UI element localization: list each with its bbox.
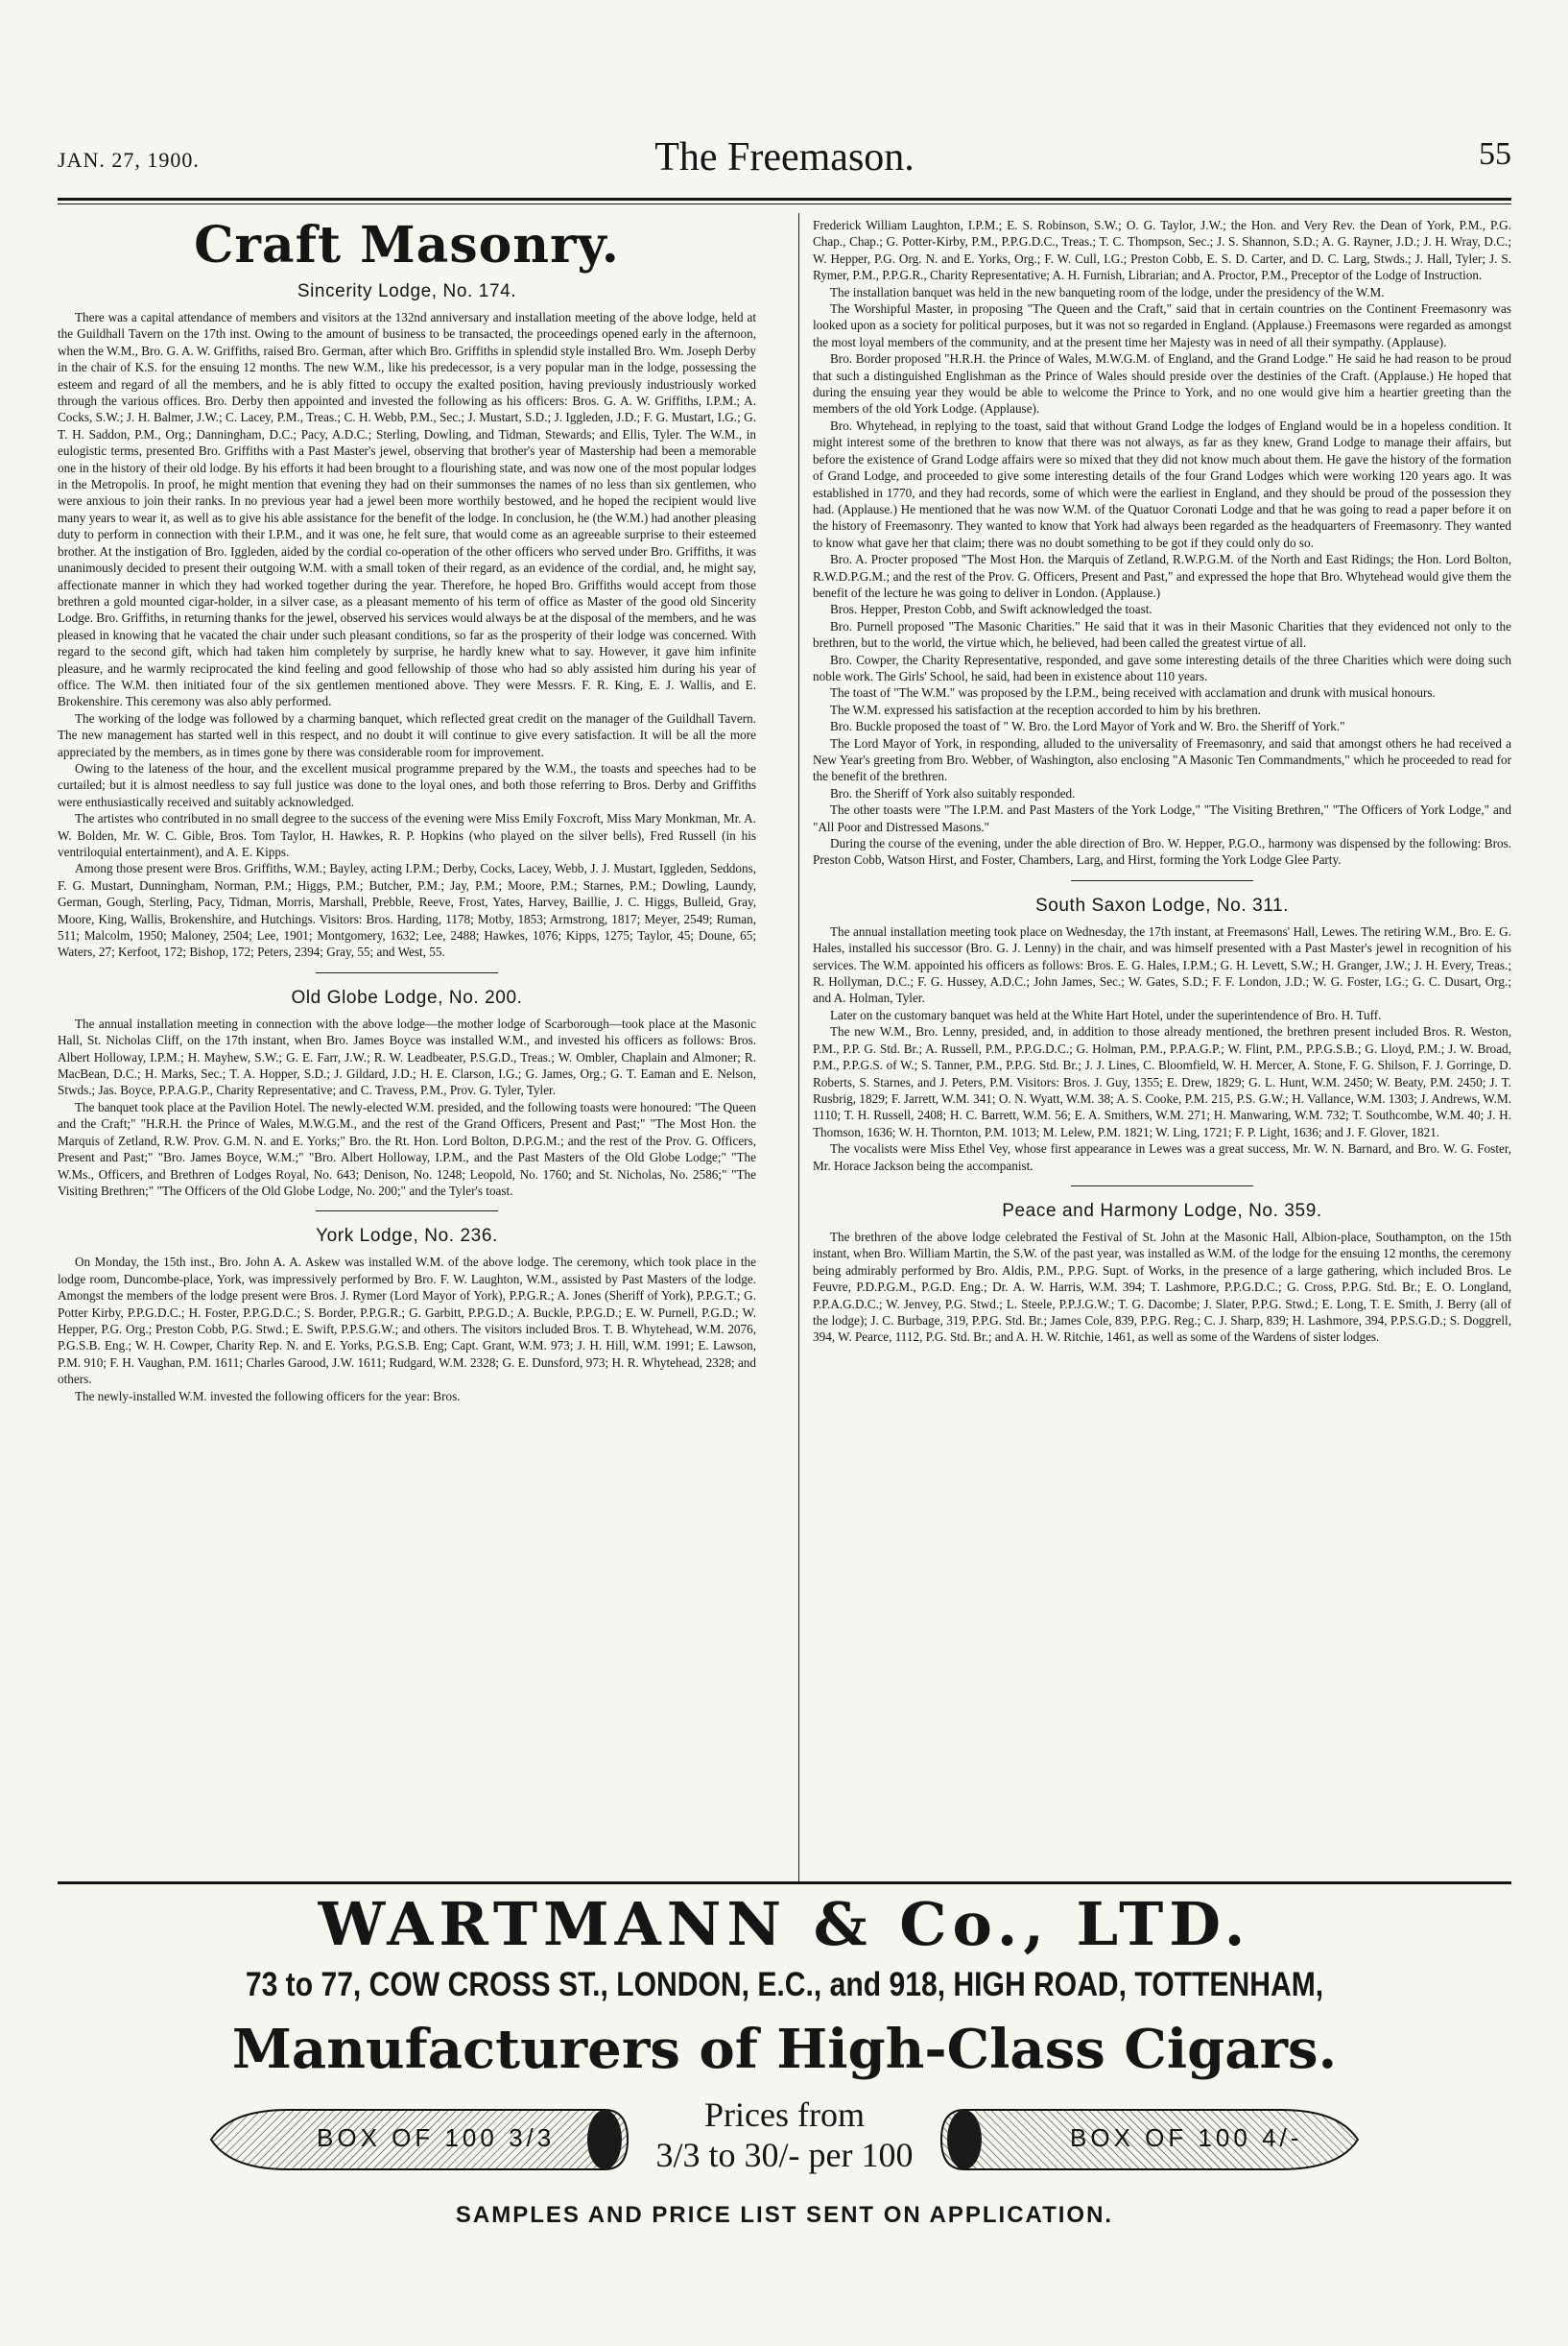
- article-paragraph: Bro. Border proposed "H.R.H. the Prince of Wales, M.W.G.M. of England, and the Grand Lodge." He said he had reason to be proud that such a distinguished Englishman as the Prince of Wales should preside over the destinies of the Craft. (Applause.) He hoped that during the ensuing year they would be able to welcome the Prince to York, and no one would give him a heartier greeting than the members of the old York Lodge. (Applause).: [813, 351, 1511, 417]
- article-paragraph: The Lord Mayor of York, in responding, alluded to the universality of Freemasonry, and said that amongst others he had received a New Year's greeting from Bro. Webber, of Washington, also enclosing "A Masonic Ten Commandments," which he proceeded to read for the benefit of the brethren.: [813, 735, 1511, 784]
- article-paragraph: Frederick William Laughton, I.P.M.; E. S. Robinson, S.W.; O. G. Taylor, J.W.; the Hon. and Very Rev. the Dean of York, P.M., P.G. Chap., Chap.; G. Potter-Kirby, P.M., P.P.G.D.C., Treas.; T. C. Thompson, Sec.; J. S. Shannon, S.D.; A. G. Rayner, J.D.; J. H. Wray, D.C.; W. Hepper, P.G. Org. N. and E. Yorks, Org.; F. W. Cull, I.G.; Preston Cobb, E. S. D. Carter, and D. C. Larg, Stwds.; J. Hall, Tyler; J. S. Rymer, P.M., P.P.G.R., Charity Representative; A. H. Furnish, Librarian; and A. Proctor, P.M., Preceptor of the Lodge of Instruction.: [813, 218, 1511, 283]
- advert-prices-row: [58, 2095, 1511, 2200]
- article-paragraph: The new W.M., Bro. Lenny, presided, and, in addition to those already mentioned, the brethren present included Bros. R. Weston, P.M., P.P. G. Std. Br.; A. Russell, P.M., P.P.G.D.C.; G. Holman, P.M., P.P.A.G.P.; W. Flint, P.M., P.P.G.S.B.; G. Lloyd, P.M.; J. W. Broad, P.M., P.P.G.S. of W.; S. Tanner, P.M., P.P.G. Std. Br.; J. J. Lines, C. Bloomfield, W. H. Mercer, A. Stone, F. G. Shilson, F. J. Gorringe, D. Roberts, S. Starnes, and J. Peters, P.M. Visitors: Bros. J. Guy, 1355; E. Drew, 1829; G. L. Hunt, W.M. 2450; W. Beaty, P.M. 2450; J. T. Rusbrig, 1829; F. Jarrett, W.M. 341; O. N. Wyatt, W.M. 38; A. S. Cooke, P.M. 215, P.S. G.W.; H. Vallance, W.M. 1303; J. Andrews, W.M. 1110; T. H. Russell, 2408; H. C. Barrett, W.M. 56; E. A. Smithers, W.M. 271; H. Manwaring, W.M. 732; T. Southcombe, W.M. 40; J. H. Thomson, 1636; W. H. Thornton, P.M. 1013; M. Lelew, P.M. 1821; W. Ling, 1721; F. P. Light, 1636; and J. F. Glover, 1821.: [813, 1024, 1511, 1139]
- article-paragraph: The other toasts were "The I.P.M. and Past Masters of the York Lodge," "The Visiting Brethren," "The Officers of York Lodge," and "All Poor and Distressed Masons.": [813, 802, 1511, 834]
- issue-date: JAN. 27, 1900.: [58, 148, 200, 172]
- right-column: [813, 217, 1511, 1879]
- section-title: Craft Masonry.: [194, 217, 620, 275]
- article-paragraph: Bro. Cowper, the Charity Representative, responded, and gave some interesting details of the three Charities which were doing such noble work. The Girls' School, he said, had been in existence about 110 years.: [813, 652, 1511, 683]
- page-number: 55: [1479, 136, 1511, 172]
- section-divider: [316, 1210, 498, 1211]
- lodge-heading-sincerity: Sincerity Lodge, No. 174.: [297, 281, 517, 301]
- masthead-rule-thin: [58, 203, 1511, 204]
- column-divider: [798, 213, 799, 1883]
- advert-company-name: WARTMANN & Co., LTD.: [318, 1889, 1251, 1959]
- cigar-band-left-text: BOX OF 100 3/3: [317, 2123, 556, 2152]
- article-paragraph: Bro. the Sheriff of York also suitably responded.: [830, 785, 1076, 801]
- section-divider: [1071, 880, 1253, 881]
- prices-line-1: Prices from: [704, 2095, 865, 2134]
- lodge-heading-peace-harmony: Peace and Harmony Lodge, No. 359.: [1002, 1200, 1322, 1221]
- masthead: [58, 134, 1511, 192]
- article-paragraph: The vocalists were Miss Ethel Vey, whose first appearance in Lewes was a great success, Mr. W. N. Barnard, and Bro. W. G. Foster, Mr. Horace Jackson being the accompanist.: [813, 1141, 1511, 1173]
- advert-tagline: Manufacturers of High-Class Cigars.: [231, 2018, 1338, 2081]
- article-paragraph: The installation banquet was held in the new banqueting room of the lodge, under the presidency of the W.M.: [830, 284, 1385, 299]
- article-paragraph: On Monday, the 15th inst., Bro. John A. A. Askew was installed W.M. of the above lodge. The ceremony, which took place in the lodge room, Duncombe-place, York, was impressively performed by Bro. F. W. Laughton, W.M., assisted by Past Masters of the lodge. Amongst the members of the lodge present were Bros. J. Rymer (Lord Mayor of York), P.P.G.R.; A. Jones (Sheriff of York), P.P.G.T.; G. Potter Kirby, P.P.G.D.C.; H. Foster, P.P.G.D.C.; S. Border, P.P.G.R.; G. Garbitt, P.P.G.D.; A. Buckle, P.P.G.D.; E. W. Purnell, P.G.D.; W. Hepper, P.G. Org.; Preston Cobb, P.G. Stwd.; E. Swift, P.P.S.G.W.; and others. The visitors included Bros. T. B. Whytehead, W.M. 2076, P.G.S.B. Eng.; W. H. Cowper, Charity Rep. N. and E. Yorks, P.G.S.B. Eng; Capt. Grant, W.M. 973; J. H. Hill, W.M. 1991; E. Lawson, P.M. 910; F. H. Vaughan, P.M. 1611; Charles Garood, J.W. 1611; Rudgard, W.M. 2328; G. E. Dunsford, 973; H. R. Whytehead, 2328; and others.: [58, 1255, 756, 1387]
- cigar-band-right-text: BOX OF 100 4/-: [1070, 2123, 1303, 2152]
- cigar-advertisement: [58, 1883, 1511, 2306]
- article-paragraph: The newly-installed W.M. invested the following officers for the year: Bros.: [75, 1388, 461, 1403]
- lodge-heading-south-saxon: South Saxon Lodge, No. 311.: [1034, 895, 1290, 916]
- article-paragraph: The annual installation meeting took place on Wednesday, the 17th instant, at Freemasons' Hall, Lewes. The retiring W.M., Bro. E. G. Hales, installed his successor (Bro. G. J. Lenny) in the chair, and was himself presented with a Past Master's jewel in recognition of his services. The W.M. appointed his officers as follows: Bros. E. G. Hales, I.P.M.; G. H. Levett, S.W.; H. Granger, J.W.; J. H. Every, Treas.; R. Hollyman, D.C.; F. G. Hussey, A.D.C.; John James, Sec.; W. Gates, S.D.; F. F. London, J.D.; W. G. Foster, I.G.; G. C. Dusart, Org.; and A. Holman, Tyler.: [813, 923, 1511, 1006]
- left-column: [58, 217, 756, 1879]
- advert-address: 73 to 77, COW CROSS ST., LONDON, E.C., and 918, HIGH ROAD, TOTTENHAM,: [245, 1966, 1324, 2003]
- article-paragraph: The brethren of the above lodge celebrated the Festival of St. John at the Masonic Hall, Albion-place, Southampton, on the 15th instant, when Bro. William Martin, the S.W. of the past year, was installed as W.M. of the lodge for the ensuing 12 months, the ceremony being admirably performed by Bro. Aldis, P.M., P.P.G. Supt. of Works, in the presence of a large gathering, which included Bros. Le Feuvre, P.D.P.G.M., P.G.D. Eng.; Dr. A. W. Harris, W.M. 394; T. Lashmore, P.P.G.D.C.; G. Cross, P.P.G. Std. Br.; E. O. Longland, P.P.A.G.D.C.; W. Jenvey, P.G. Stwd.; L. Steele, P.P.J.G.W.; T. G. Dacombe; J. Slater, P.P.G. Stwd.; E. Long, T. E. Smith, J. Berry (all of the lodge); J. C. Burbage, 319, P.P.G. Std. Br.; James Cole, 839, P.P.G. Reg.; C. J. Sharp, 839; H. Lashmore, 394, P.P.S.G.D.; S. Doggrell, 394, W. Pearce, 1112, P.G. Std. Br.; and A. H. W. Ritchie, 1461, as well as some of the Wardens of sister lodges.: [813, 1229, 1511, 1345]
- lodge-heading-old-globe: Old Globe Lodge, No. 200.: [291, 987, 523, 1008]
- article-paragraph: Bro. Whytehead, in replying to the toast, said that without Grand Lodge the lodges of England would be in a hopeless condition. It might interest some of the brethren to know that there was not always, as far as they knew, Grand Lodge to manage their affairs, but before the existence of Grand Lodge affairs were so mixed that they did not know much about them. He gave the history of the formation of Grand Lodge, and proceeded to give some interesting details of the four Grand Lodges which were working 120 years ago. It was established in 1770, and they had records, some of which were the earliest in England, and they should be proud of the possession they had. (Applause.) He mentioned that he was now W.M. of the Quatuor Coronati Lodge and that he was going to read a paper before it on the history of Freemasonry. They wanted to know that York had always been regarded as the headquarters of Freemasonry. They wanted to know what gave her that claim; there was no doubt something to be got if they could only do so.: [813, 418, 1511, 550]
- article-paragraph: Bro. A. Procter proposed "The Most Hon. the Marquis of Zetland, R.W.P.G.M. of the North and East Ridings; the Hon. Lord Bolton, R.W.D.P.G.M.; and the rest of the Prov. G. Officers, Present and Past," and expressed the hope that Bro. Whytehead would give them the benefit of the lecture he was going to deliver in London. (Applause.): [813, 552, 1511, 600]
- article-paragraph: Bros. Hepper, Preston Cobb, and Swift acknowledged the toast.: [830, 602, 1152, 617]
- article-paragraph: The toast of "The W.M." was proposed by the I.P.M., being received with acclamation and drunk with musical honours.: [830, 685, 1436, 701]
- article-paragraph: Bro. Purnell proposed "The Masonic Charities." He said that it was in their Masonic Charities that they evidenced not only to the brethren, but to the world, the virtue which, he believed, had been called the greatest virtue of all.: [813, 618, 1511, 651]
- article-paragraph: The Worshipful Master, in proposing "The Queen and the Craft," said that in certain countries on the Continent Freemasonry was looked upon as a society for political purposes, but it was not so regarded in England. (Applause.) Freemasons were regarded as amongst the most loyal members of the community, and at the present time her Majesty was in need of all their sympathy. (Applause).: [813, 301, 1511, 349]
- masthead-rule: [58, 198, 1511, 201]
- article-paragraph: The W.M. expressed his satisfaction at the reception accorded to him by his brethren.: [830, 702, 1261, 717]
- article-paragraph: Owing to the lateness of the hour, and the excellent musical programme prepared by the W.M., the toasts and speeches had to be curtailed; but it is almost needless to say full justice was done to the loyal ones, and both those referring to Bros. Derby and Griffiths were enthusiastically received and suitably acknowledged.: [58, 760, 756, 809]
- prices-line-2: 3/3 to 30/- per 100: [655, 2136, 914, 2174]
- advert-samples-note: SAMPLES AND PRICE LIST SENT ON APPLICATION.: [455, 2202, 1114, 2228]
- article-paragraph: Later on the customary banquet was held at the White Hart Hotel, under the superintendence of Bro. H. Tuff.: [830, 1007, 1382, 1022]
- cigar-illustration-right: [936, 2104, 1367, 2175]
- article-paragraph: There was a capital attendance of members and visitors at the 132nd anniversary and installation meeting of the above lodge, held at the Guildhall Tavern on the 17th inst. Owing to the amount of business to be transacted, the proceedings opened early in the afternoon, when the W.M., Bro. G. A. W. Griffiths, raised Bro. German, after which Bro. Griffiths in splendid style installed Bro. Wm. Joseph Derby in the chair of K.S. for the ensuing 12 months. The new W.M., like his predecessor, is a very popular man in the lodge, possessing the esteem and regard of all the members, and he is ably fitted to occupy the exalted position, having previously industriously worked through the various offices. Bro. Derby then appointed and invested the following as his officers: Bros. G. A. W. Griffiths, I.P.M.; A. Cocks, S.W.; J. H. Balmer, J.W.; C. Lacey, P.M., Treas.; C. H. Webb, P.M., Sec.; J. Mustart, S.D.; J. Iggleden, J.D.; F. G. Mustart, I.G.; G. T. H. Saddon, P.M., Org.; Danningham, D.C.; Pacy, A.D.C.; Sterling, Dowling, and Tidman, Stewards; and Ellis, Tyler. The W.M., in eulogistic terms, presented Bro. Griffiths with a Past Master's jewel, observing that brother's year of Mastership had been a memorable one in the history of their old lodge. By his efforts it had been brought to a flourishing state, and was now one of the most popular lodges in the Metropolis. In proof, he might mention that evening they had on their summonses the names of no less than six gentlemen, who were anxious to join their ranks. In no previous year had a jewel been more worthily bestowed, and he hoped the recipient would live many years to wear it, as well as to give his able assistance for the benefit of the lodge. In conclusion, he (the W.M.) had another pleasing duty to perform in connection with their I.P.M., and it was one, he felt sure, that would come as an agreeable surprise to their esteemed brother. At the instigation of Bro. Iggleden, aided by the cordial co-operation of the other officers who served under Bro. Griffiths, it was unanimously decided to present their outgoing W.M. with a small token of their regard, as an evidence of the cordial, and, he might say, affectionate manner in which they had worked together during the year. Therefore, he hoped Bro. Griffiths would accept from those brethren a gold mounted cigar-holder, in a silver case, as a pleasant memento of his term of office as Master of the good old Sincerity Lodge. Bro. Griffiths, in returning thanks for the jewel, observed his services would always be at the disposal of the members, and he was pleased in knowing that he vacated the chair under such pleasant conditions, so far as the prosperity of their lodge was concerned. With regard to the second gift, which had taken him completely by surprise, he hardly knew what to say. However, it gave him infinite pleasure, and he warmly reciprocated the kind feeling and good fellowship of those who had so ably assisted him during his year of office. The W.M. then initiated four of the six gentlemen mentioned above. They were Messrs. F. R. King, E. J. Wallis, and E. Brokenshire. This ceremony was also ably performed.: [58, 310, 756, 709]
- article-paragraph: The working of the lodge was followed by a charming banquet, which reflected great credit on the manager of the Guildhall Tavern. The new management has started well in this respect, and no doubt it will continue to give every satisfaction. It will be all the more appreciated by the members, as in times gone by there was considerable room for improvement.: [58, 710, 756, 759]
- article-paragraph: During the course of the evening, under the able direction of Bro. W. Hepper, P.G.O., harmony was dispensed by the following: Bros. Preston Cobb, Watson Hirst, and Foster, Chambers, Larg, and Hirst, forming the York Lodge Glee Party.: [813, 836, 1511, 868]
- section-divider: [1071, 1185, 1253, 1186]
- article-paragraph: The banquet took place at the Pavilion Hotel. The newly-elected W.M. presided, and the following toasts were honoured: "The Queen and the Craft;" "H.R.H. the Prince of Wales, M.W.G.M., and the rest of the Grand Officers, Present and Past;" "The Most Hon. the Marquis of Zetland, R.W. Prov. G.M. N. and E. Yorks;" Bro. the Rt. Hon. Lord Bolton, D.P.G.M.; and the rest of the Prov. G. Officers, Present and Past;" "Bro. James Boyce, W.M.;" "Bro. Albert Holloway, I.P.M., and the Past Masters of the Old Globe Lodge;" "The W.Ms., Officers, and Brethren of Lodges Royal, No. 643; Denison, No. 1248; Leopold, No. 1760; and St. Nicholas, No. 2586;" "The Visiting Brethren;" "The Officers of the Old Globe Lodge, No. 200;" and the Tyler's toast.: [58, 1099, 756, 1198]
- article-paragraph: The artistes who contributed in no small degree to the success of the evening were Miss Emily Foxcroft, Miss Mary Monkman, Mr. A. W. Bolden, Mr. W. C. Gible, Bros. Tom Taylor, H. Hawkes, R. P. Hopkins (who played on the silver bells), Fred Russell (in his ventriloquial entertainment), and A. E. Kipps.: [58, 811, 756, 859]
- article-paragraph: Among those present were Bros. Griffiths, W.M.; Bayley, acting I.P.M.; Derby, Cocks, Lacey, Webb, J. J. Mustart, Iggleden, Seddons, F. G. Mustart, Dunningham, Norman, P.M.; Higgs, P.M.; Butcher, P.M.; Jay, P.M.; Moore, P.M.; Starnes, P.M.; Dowling, Laundy, German, Gough, Sterling, Pacy, Tidman, Morris, Marshall, Prebble, Reeve, Frost, Yates, Harvey, Baillie, J. C. Higgs, Bulleid, Gray, Moore, King, Wallis, Brokenshire, and Hutchings. Visitors: Bros. Harding, 1178; Motby, 1853; Armstrong, 1817; Meyer, 2549; Ruman, 511; Malcolm, 1950; Maloney, 2504; Lee, 1901; Montgomery, 1632; Lee, 2488; Hawkes, 1076; Kipps, 1275; Taylor, 45; Doune, 65; Waters, 27; Kerfoot, 172; Bishop, 172; Peters, 2394; Gray, 55; and West, 55.: [58, 861, 756, 960]
- newspaper-title: The Freemason.: [654, 135, 915, 180]
- article-paragraph: Bro. Buckle proposed the toast of " W. Bro. the Lord Mayor of York and W. Bro. the Sheriff of York.": [830, 719, 1345, 734]
- section-divider: [316, 972, 498, 973]
- lodge-heading-york: York Lodge, No. 236.: [316, 1226, 498, 1247]
- article-paragraph: The annual installation meeting in connection with the above lodge—the mother lodge of Scarborough—took place at the Masonic Hall, St. Nicholas Cliff, on the 17th instant, when Bro. James Boyce was installed W.M., and invested his officers as follows: Bros. Albert Holloway, I.P.M.; H. Mayhew, S.W.; G. E. Farr, J.W.; R. W. Leadbeater, P.S.G.D., Treas.; W. Ombler, Chaplain and Almoner; R. MacBean, D.C.; H. Marks, Sec.; T. A. Hopper, S.D.; J. Gildard, J.D.; H. E. Clarson, I.G.; G. James, Org.; G. T. Eaman and E. Nelson, Stwds.; Jas. Boyce, P.P.A.G.P., Charity Representative; and C. Travess, P.M., Prov. G. Tyler, Tyler.: [58, 1016, 756, 1098]
